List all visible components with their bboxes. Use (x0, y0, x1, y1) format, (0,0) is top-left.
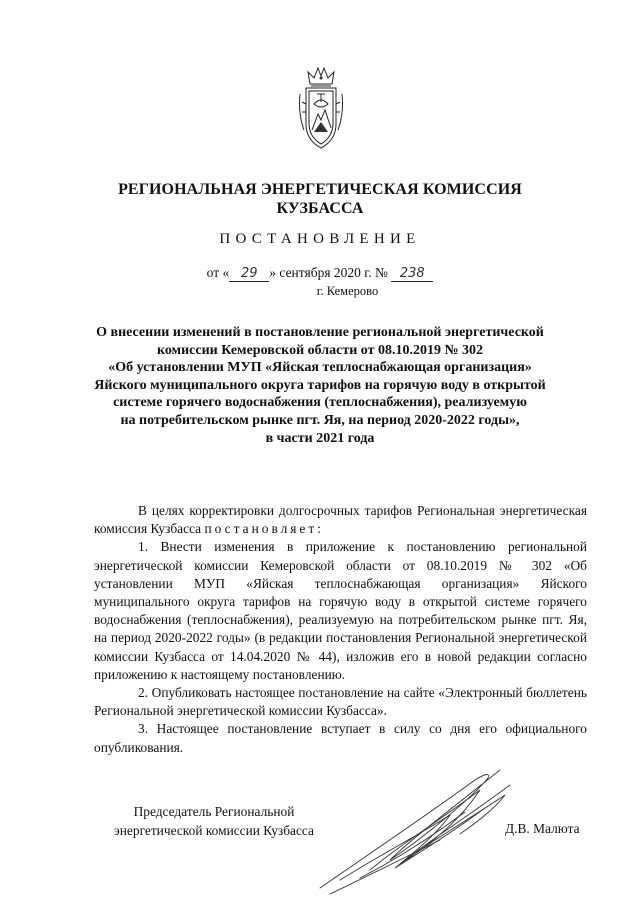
city: г. Кемерово (316, 284, 379, 298)
date-line: от « 29 » сентября 2020 г. № 238 (0, 265, 640, 282)
signatory-name: Д.В. Малюта (505, 821, 580, 836)
item-1: 1. Внести изменения в приложение к постановлению региональной энергетической комиссии Кемеровской области от 08.10.2019 № 302 «Об установлении МУП «Яйская теплоснабжающая организация» Яйского муниципального округа тарифов на горячую воду в открытой системе горячего водоснабжения (теплоснабжения), реализуемую на потребительском рынке пгт. Яя, на период 2020-2022 годы» (в редакции постановления Региональной энергетической комиссии Кузбасса от 14.04.2020 № 44), изложив его в новой редакции согласно приложению к настоящему постановлению. (94, 539, 587, 682)
handwritten-day: 29 (229, 267, 269, 282)
document-body (94, 502, 587, 757)
item-2: 2. Опубликовать настоящее постановление на сайте «Электронный бюллетень Региональной энергетической комиссии Кузбасса». (94, 685, 587, 719)
coat-of-arms-emblem (296, 64, 346, 152)
organization-name: РЕГИОНАЛЬНАЯ ЭНЕРГЕТИЧЕСКАЯ КОМИССИЯ КУЗБАССА (118, 181, 522, 217)
item-3: 3. Настоящее постановление вступает в силу со дня его официального опубликования. (94, 721, 587, 755)
document-type: ПОСТАНОВЛЕНИЕ (219, 231, 421, 247)
intro-paragraph: В целях корректировки долгосрочных тарифов Региональная энергетическая комиссия Кузбасса постановляет: (94, 503, 587, 537)
handwritten-number: 238 (391, 267, 433, 282)
document-title: О внесении изменений в постановление региональной энергетической комиссии Кемеровской области от 08.10.2019 № 302 «Об установлении МУП «Яйская теплоснабжающая организация» Яйского муниципального округа тарифов на горячую воду в открытой системе горячего водоснабжения (теплоснабжения), реализуемую на потребительском рынке пгт. Яя, на период 2020-2022 годы», в части 2021 года (94, 325, 546, 446)
handwritten-signature (300, 760, 530, 900)
signatory-position: Председатель Региональной энергетической комиссии Кузбасса (114, 804, 314, 838)
